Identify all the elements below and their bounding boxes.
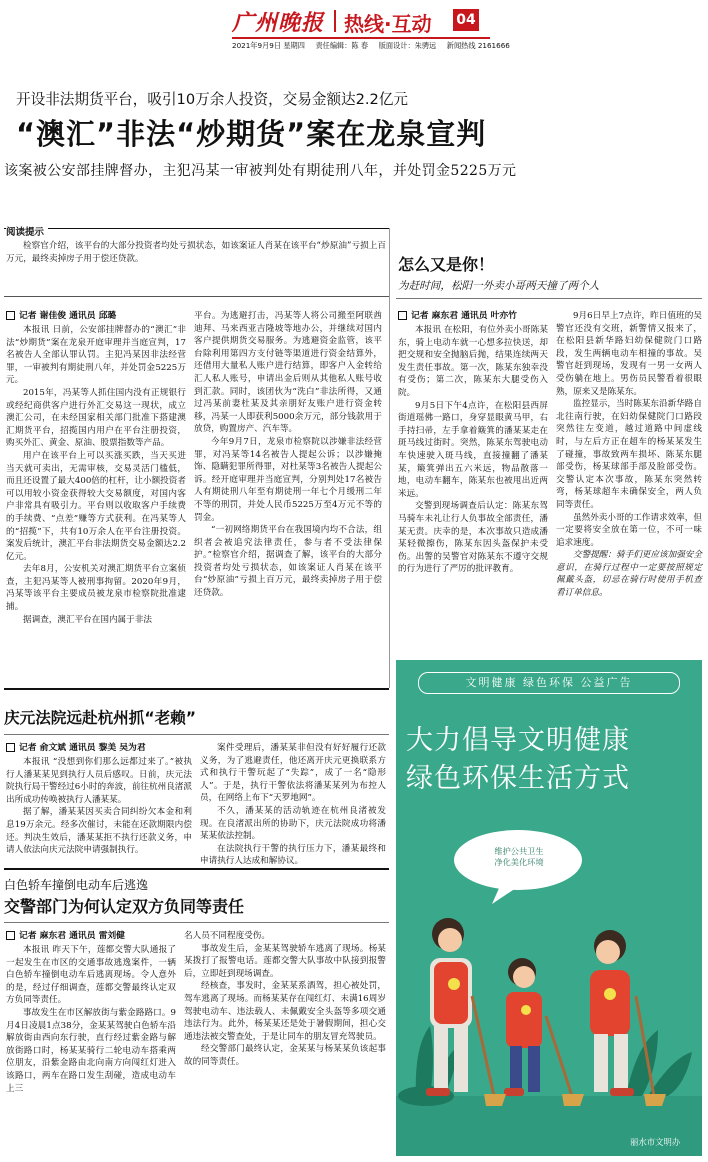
page-number: 04 [453, 9, 479, 31]
volunteer-figure-right [590, 930, 634, 1096]
hangzhou-head-rule [4, 734, 389, 735]
news-hotline: 新闻热线 2161666 [446, 41, 510, 50]
traffic-paragraph: 经核查，事发时，金某某系酒驾，担心被处罚，驾车逃离了现场。而杨某某存在闯红灯、未满16周岁驾驶电动车、违法载人、未佩戴安全头盔等多项交通违法行为。此外，杨某某还是处于暑假期间，担心交通违法被交警查处，于是让同车的朋友冒充驾驶员。 [184, 981, 386, 1042]
byline-square-icon [398, 311, 407, 320]
traffic-column-1 [6, 944, 176, 1156]
traffic-head-rule [4, 922, 389, 923]
section-title: 热线·互动 [344, 12, 432, 36]
right-paragraph: 监控显示，当时陈某东沿新华路自北往南行驶，在妇幼保健院门口路段突然往左变道，越过道路中间虚线时，与左后方正在超车的杨某某发生了碰撞，事故致两车损坏、陈某东腿部受伤，杨某球部手部及脸部受伤。交警认定本次事故，陈某东突然转弯，杨某球超车未确保安全，两人负同等责任。 [556, 399, 702, 510]
hangzhou-byline-text: 记者 俞文斌 通讯员 黎美 吴为君 [19, 743, 146, 753]
main-bottom-rule [4, 688, 389, 690]
traffic-column-2 [184, 930, 386, 1156]
right-paragraph: 9月6日早上7点许，昨日值班的吴警官还没有交班，新警情又报来了，在松阳县新华路妇幼保健院门口路段，发生两辆电动车相撞的事故。吴警官赶到现场，发现有一男一女两人受伤躺在地上。男伤员民警看着很眼熟，原来又是陈某东。 [556, 311, 702, 397]
ad-line-1: 大力倡导文明健康 [406, 725, 630, 756]
hangzhou-column-1 [6, 756, 192, 854]
masthead-rule [232, 37, 490, 39]
masthead-info [232, 41, 532, 51]
main-paragraph: “一初网络期货平台在我国境内均不合法，组织者会被追究法律责任，参与者不受法律保护。”检察官介绍，据调查了解，该平台的大部分投资者均处亏损状态，如该案证人肖某在该平台“炒原油”亏损上百万元，最终卖掉房子用于偿还贷款。 [194, 525, 382, 599]
traffic-paragraph: 事故发生后，金某某驾驶轿车逃离了现场。杨某某拨打了报警电话。莲都交警大队事故中队接到报警后，立即赶到现场调查。 [184, 943, 386, 979]
hangzhou-column-2 [200, 742, 386, 867]
plant-right [626, 1030, 692, 1096]
editor-credit: 责任编辑：陈 春 [315, 41, 369, 50]
main-paragraph: 今年9月7日，龙泉市检察院以涉嫌非法经营罪，对冯某等14名被告人提起公诉；以涉嫌掩饰、隐瞒犯罪所得罪，对杜某等3名被告人提起公诉。经开庭审理并当庭宣判，分别判处17名被告人有期徒刑八年至有期徒刑一年七个月缓刑二年不等的刑罚，并处人民币5225万至4万元不等的罚金。 [194, 436, 382, 523]
issue-date: 2021年9月9日 [232, 41, 282, 50]
masthead [0, 0, 708, 60]
reading-tip-label: 阅读提示 [6, 224, 48, 238]
main-paragraph: 据调查，澳汇平台在国内属于非法 [23, 614, 152, 625]
right-paragraph: 交警到现场调查后认定：陈某东驾马骑车未礼让行人负事故全部责任，潘某无责。庆幸的是，本次事故只造成潘某轻微擦伤，陈某东因头盔保护未受伤。出警的吴警官对陈某东不遵守交规的行为进行了严厉的批评教育。 [398, 501, 548, 575]
main-paragraph: 平台。为逃避打击，冯某等人将公司搬至阿联酋迪拜、马来西亚吉隆坡等地办公，并继续对国内客户提供期货交易服务。为逃避资金监管，该平台除利用第四方支付链等渠道进行资金结算外，还借用大量私人账户进行结算，即客户入金转给汇人私人账号，申请出金后则从其他私人账号收到汇款。同时，该团伙为“洗白”非法所得，又通过冯某前妻杜某及其亲朋好友账户进行资金转移，冯某一人即获利5000余万元，部分钱款用于放贷，购置房产、汽车等。 [194, 311, 382, 435]
main-paragraph: 本报讯 日前，公安部挂牌督办的“澳汇”非法“炒期货”案在龙泉开庭审理并当庭宣判，17名被告人全部认罪认罚。主犯冯某因非法经营罪，一审被判有期徒刑八年，并处罚金5225万元。 [6, 325, 186, 386]
right-byline [398, 310, 550, 322]
byline-square-icon [6, 311, 15, 320]
byline-square-icon [6, 743, 15, 752]
right-paragraph: 虽然外卖小哥的工作请求效率，但一定要将安全放在第一位，不可一味追求速度。 [556, 512, 702, 548]
hangzhou-paragraph: 据了解，潘某某因买卖合同纠纷欠本金和利息19万余元。经多次催讨，未能在还款期限内偿还。判决生效后，潘某某拒不执行还款义务，申请人依法向庆元法院申请强制执行。 [6, 807, 192, 856]
main-byline-text: 记者 谢佳俊 通讯员 邱璐 [19, 311, 117, 321]
traffic-paragraph: 经交警部门最终认定，金某某与杨某某负该起事故的同等责任。 [184, 1044, 386, 1067]
traffic-police-tip: 交警提醒：骑手们更应该加强安全意识，在骑行过程中一定要按照规定佩戴头盔，切忌在骑行时使用手机查看订单信息。 [556, 550, 702, 599]
traffic-paragraph: 本报讯 昨天下午，莲都交警大队通报了一起发生在市区的交通事故逃逸案件，一辆白色轿车撞倒电动车后逃离现场。令人意外的是，经过仔细调查，莲都交警最终认定双方负同等责任。 [6, 945, 176, 1006]
hangzhou-headline: 庆元法院远赴杭州抓“老赖” [4, 709, 197, 727]
right-subhead: 为赶时间，松阳一外卖小哥两天撞了两个人 [398, 280, 600, 292]
public-ad [396, 660, 702, 1156]
hangzhou-paragraph: 案件受理后，潘某某非但没有好好履行还款义务，为了逃避责任，他还离开庆元更换联系方式和执行干警玩起了“失踪”，成了一名“隐形人”。于是，执行干警依法将潘某某列为布控人员，在网络上布下“天罗地网”。 [200, 743, 386, 804]
main-subhead: 该案被公安部挂牌督办，主犯冯某一审被判处有期徒刑八年，并处罚金5225万元 [4, 163, 517, 179]
hangzhou-byline [6, 742, 202, 754]
main-body-rule [4, 296, 389, 297]
right-headline: 怎么又是你！ [398, 255, 495, 274]
designer-credit: 版面设计：朱骋远 [378, 41, 437, 50]
hangzhou-paragraph: 在法院执行干警的执行压力下，潘某最终和申请执行人达成和解协议。 [200, 843, 386, 867]
ad-line-2: 绿色环保生活方式 [406, 763, 630, 794]
right-column-1 [398, 324, 548, 638]
traffic-paragraph: 事故发生在市区解放街与紫金路路口。9月4日凌晨1点38分，金某某驾驶白色轿车沿解放街由西向东行驶，直行经过紫金路与解放街路口时，杨某某骑行二轮电动车搭乘两位朋友，沿紫金路由北向南方向闯红灯进入该路口，两车在路口发生刮碰，造成电动车上三 [6, 1007, 176, 1094]
main-byline [6, 310, 184, 322]
traffic-kicker: 白色轿车撞倒电动车后逃逸 [4, 878, 149, 892]
main-tip-rule [4, 228, 389, 229]
right-paragraph: 9月5日下午4点许，在松阳县西屏街道瑶佛一路口，身穿显眼黄马甲，右手持扫帚，左手拿着簸箕的潘某某走在斑马线过街时。突然，陈某东驾驶电动车快速驶入斑马线，直接撞翻了潘某某，簸箕弹出五六米远，物品散落一地，电动车翻车，陈某东也被甩出近两米远。 [398, 400, 548, 499]
hangzhou-paragraph: 本报讯 “没想到你们那么远都过来了。”被执行人潘某某见到执行人员后感叹。日前，庆元法院执行局干警经过6小时的奔波，前往杭州良渚派出所成功传唤被执行人潘某某。 [6, 757, 192, 805]
main-headline: “澳汇”非法“炒期货”案在龙泉宣判 [16, 117, 487, 151]
right-byline-text: 记者 麻东君 通讯员 叶亦竹 [411, 311, 517, 321]
main-paragraph: 去年8月，公安机关对澳汇期货平台立案侦查，主犯冯某等人被刑事拘留。2020年9月，冯某等该平台主要成员被龙泉市检察院批准逮捕。 [6, 564, 186, 613]
issue-weekday: 星期四 [283, 41, 305, 50]
ad-tag: 文明健康 绿色环保 公益广告 [418, 672, 680, 694]
main-paragraph: 用户在该平台上可以买涨买跌，当天买进当天就可卖出，无需审核，交易灵活门槛低，而且还设置了最大400倍的杠杆，让小额投资者可以用较小资金获得较大交易额度，对国内客户非常具有吸引力。平台则以收取客户手续费的手续费、“点差”赚等方式获利。在冯某等人的“招揽”下，共有10万余人在平台注册投资。案发后统计，澳汇平台非法期货交易金额达2.2亿元。 [6, 450, 186, 562]
masthead-divider [334, 10, 336, 32]
reading-tip-text: 检察官介绍，该平台的大部分投资者均处亏损状态，如该案证人肖某在该平台“炒原油”亏损上百万元，最终卖掉房子用于偿还贷款。 [6, 241, 386, 264]
ad-bubble-text [472, 846, 566, 868]
traffic-paragraph: 名人员不同程度受伤。 [184, 931, 270, 941]
right-paragraph: 本报讯 在松阳，有位外卖小哥陈某东，骑上电动车就一心想多拉快送，却把交规和安全抛脑后抛，结果连续两天发生责任事故。第一次，陈某东独幸没有受伤；第二次，陈某东大腿受伤入院。 [398, 325, 548, 398]
ad-bubble-line-1: 维护公共卫生 [494, 846, 544, 856]
volunteer-figure-child [504, 958, 542, 1096]
main-paragraph: 2015年，冯某等人抓住国内没有正规银行或经纪商供客户进行外汇交易这一现状，成立澳汇公司，在未经国家相关部门批准下搭建澳汇期货平台，招揽国内用户在平台注册投资，购买外汇、黄金、原油、股票指数等产品。 [6, 387, 186, 449]
traffic-byline [6, 930, 176, 942]
center-column-rule [389, 228, 390, 688]
ad-credit: 丽水市文明办 [630, 1137, 681, 1147]
ad-bubble-line-2: 净化美化环境 [494, 857, 544, 867]
masthead-logo: 广州晚报 [232, 10, 325, 36]
right-head-rule [396, 298, 702, 299]
main-column-1 [6, 324, 186, 674]
main-column-2 [194, 310, 382, 674]
traffic-headline: 交警部门为何认定双方负同等责任 [4, 897, 245, 916]
hangzhou-paragraph: 不久，潘某某的活动轨迹在杭州良渚被发现。在良渚派出所的协助下，庆元法院成功将潘某某依法控制。 [200, 805, 386, 842]
main-kicker: 开设非法期货平台，吸引10万余人投资，交易金额达2.2亿元 [16, 91, 409, 108]
right-column-2 [556, 310, 702, 638]
hangzhou-bottom-rule [4, 868, 389, 870]
byline-square-icon [6, 931, 15, 940]
traffic-byline-text: 记者 麻东君 通讯员 雷刘健 [19, 931, 125, 941]
